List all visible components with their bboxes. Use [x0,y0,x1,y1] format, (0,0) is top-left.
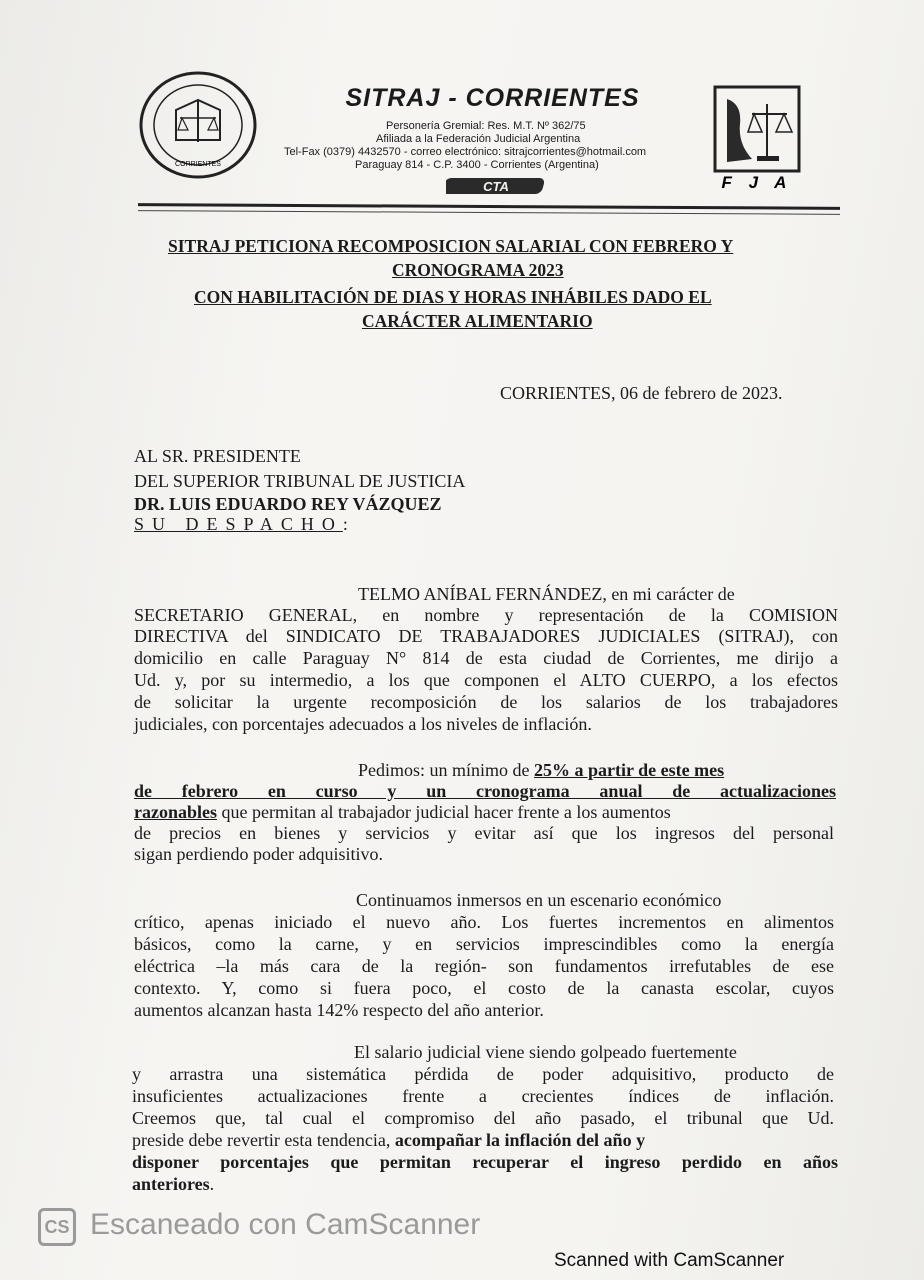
p1-line-4: domicilio en calle Paraguay N° 814 de esta ciudad de Corrientes, me dirijo a [134,648,838,668]
header-rule [138,203,840,210]
p2-line-3: razonables que permitan al trabajador judicial hacer frente a los aumentos [134,802,671,822]
p4-line-2: y arrastra una sistemática pérdida de poder adquisitivo, producto de [132,1064,834,1084]
header-line-2: Afiliada a la Federación Judicial Argentina [376,133,581,145]
p1-line-6: de solicitar la urgente recomposición de los salarios de los trabajadores [134,692,838,712]
p3-line-6: aumentos alcanzan hasta 142% respecto del año anterior. [134,1000,544,1020]
p4-line-6: disponer porcentajes que permitan recuperar el ingreso perdido en años [132,1152,838,1172]
p4-line-7: anteriores. [132,1174,215,1194]
camscanner-icon: CS [38,1208,76,1246]
scanned-footer: Scanned with CamScanner [554,1250,785,1271]
p2-line-4: de precios en bienes y servicios y evitar así que los ingresos del personal [134,823,834,843]
p1-line-1: TELMO ANÍBAL FERNÁNDEZ, en mi carácter de [358,584,735,604]
p2-line-5: sigan perdiendo poder adquisitivo. [134,844,383,864]
p2-line-1: Pedimos: un mínimo de 25% a partir de este mes [358,760,725,780]
p3-line-2: crítico, apenas iniciado el nuevo año. Los fuertes incrementos en alimentos [134,912,834,932]
svg-text:F J A: F J A [721,173,793,192]
sitraj-seal-logo [138,70,258,180]
recipient-line-1: AL SR. PRESIDENTE [134,446,301,466]
header-line-1: Personería Gremial: Res. M.T. Nº 362/75 [386,120,586,132]
svg-text:CTA: CTA [483,179,509,194]
p4-line-4: Creemos que, tal cual el compromiso del año pasado, el tribunal que Ud. [132,1108,834,1128]
p1-line-7: judiciales, con porcentajes adecuados a los niveles de inflación. [134,714,592,734]
title-line-3: CON HABILITACIÓN DE DIAS Y HORAS INHÁBILES DADO EL [194,287,712,307]
title-line-1: SITRAJ PETICIONA RECOMPOSICION SALARIAL CON FEBRERO Y [168,236,734,256]
header-rule-thin [138,210,840,215]
title-line-2: CRONOGRAMA 2023 [392,260,564,280]
svg-text:CORRIENTES: CORRIENTES [175,161,221,168]
p4-line-1: El salario judicial viene siendo golpeado fuertemente [354,1042,737,1062]
p4-line-5: preside debe revertir esta tendencia, acompañar la inflación del año y [132,1130,646,1150]
fja-logo [712,84,802,192]
camscanner-watermark: Escaneado con CamScanner [90,1208,481,1241]
p1-line-2: SECRETARIO GENERAL, en nombre y representación de la COMISION [134,605,838,625]
recipient-name: DR. LUIS EDUARDO REY VÁZQUEZ [134,494,442,514]
header-line-4: Paraguay 814 - C.P. 3400 - Corrientes (Argentina) [355,159,599,171]
p1-line-5: Ud. y, por su intermedio, a los que componen el ALTO CUERPO, a los efectos [134,670,838,690]
p3-line-5: contexto. Y, como si fuera poco, el costo de la canasta escolar, cuyos [134,978,834,998]
p3-line-1: Continuamos inmersos en un escenario económico [356,890,722,910]
title-line-4: CARÁCTER ALIMENTARIO [362,311,593,331]
document-date: CORRIENTES, 06 de febrero de 2023. [500,383,783,403]
header-line-3: Tel-Fax (0379) 4432570 - correo electrónico: sitrajcorrientes@hotmail.com [284,146,647,158]
p2-line-2: de febrero en curso y un cronograma anual de actualizaciones [134,781,836,801]
p1-line-3: DIRECTIVA del SINDICATO DE TRABAJADORES JUDICIALES (SITRAJ), con [134,626,838,646]
cta-logo [446,176,546,196]
p4-line-3: insuficientes actualizaciones frente a crecientes índices de inflación. [132,1086,834,1106]
p3-line-3: básicos, como la carne, y en servicios imprescindibles como la energía [134,934,834,954]
p3-line-4: eléctrica –la más cara de la región- son fundamentos irrefutables de ese [134,956,834,976]
recipient-line-2: DEL SUPERIOR TRIBUNAL DE JUSTICIA [134,471,466,491]
org-name: SITRAJ - CORRIENTES [345,84,640,112]
recipient-line-4: SU DESPACHO: [134,514,348,534]
